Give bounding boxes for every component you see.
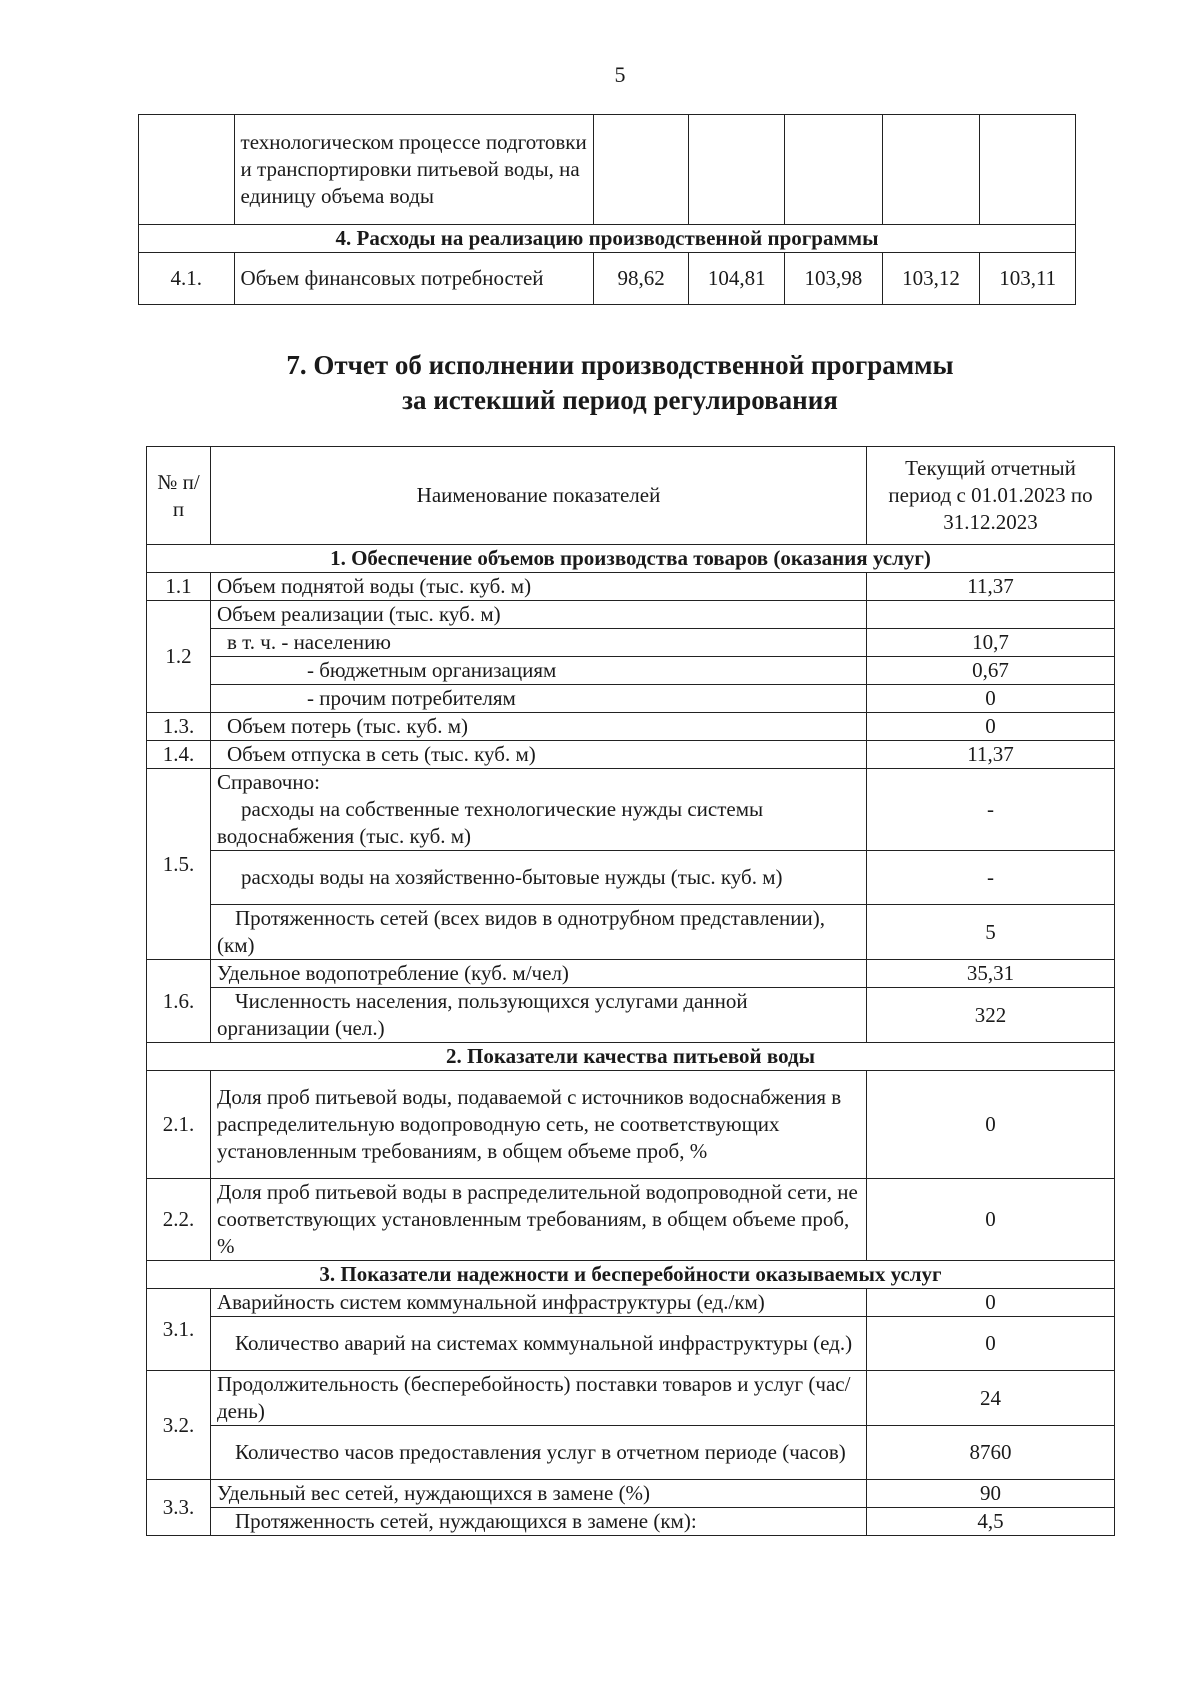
indicator-value: 90: [867, 1480, 1115, 1508]
indicator-value: 8760: [867, 1426, 1115, 1480]
indicator-value: 0: [867, 1289, 1115, 1317]
row-number: 1.4.: [147, 741, 211, 769]
row-number: 1.3.: [147, 713, 211, 741]
table-row: [147, 851, 1115, 905]
row-number: 3.1.: [147, 1289, 211, 1371]
table-row: [147, 960, 1115, 988]
table-row: [147, 1508, 1115, 1536]
table-row: [147, 1480, 1115, 1508]
row-number: 2.2.: [147, 1179, 211, 1261]
table-row: [147, 1071, 1115, 1179]
indicator-value: 35,31: [867, 960, 1115, 988]
table-row: [147, 905, 1115, 960]
header-row: [147, 447, 1115, 545]
row-number: 4.1.: [139, 253, 235, 305]
row-number: 1.1: [147, 573, 211, 601]
table-row: [147, 629, 1115, 657]
value-cell: [980, 115, 1076, 225]
indicator-name: в т. ч. - населению: [211, 629, 867, 657]
indicator-value: 10,7: [867, 629, 1115, 657]
indicator-value: 4,5: [867, 1508, 1115, 1536]
indicator-name: Объем реализации (тыс. куб. м): [211, 601, 867, 629]
row-number: 2.1.: [147, 1071, 211, 1179]
indicator-value: 0: [867, 685, 1115, 713]
indicator-value: 322: [867, 988, 1115, 1043]
indicator-name: Протяженность сетей (всех видов в однотрубном представлении), (км): [211, 905, 867, 960]
value-cell: 103,12: [882, 253, 980, 305]
table-row: [147, 988, 1115, 1043]
indicator-value: -: [867, 851, 1115, 905]
report-title-line-1: 7. Отчет об исполнении производственной программы: [286, 350, 954, 380]
indicator-name: Доля проб питьевой воды, подаваемой с источников водоснабжения в распределительную водопроводную сеть, не соответствующих установленным требованиям, в общем объеме проб, %: [211, 1071, 867, 1179]
value-cell: 103,98: [784, 253, 882, 305]
section-heading: 3. Показатели надежности и бесперебойности оказываемых услуг: [147, 1261, 1115, 1289]
section-heading: 2. Показатели качества питьевой воды: [147, 1043, 1115, 1071]
production-program-table-continuation: [138, 114, 1076, 305]
table-row: [147, 741, 1115, 769]
column-header-indicator: Наименование показателей: [211, 447, 867, 545]
indicator-value: 5: [867, 905, 1115, 960]
table-row: [147, 1371, 1115, 1426]
indicator-name: Продолжительность (бесперебойность) поставки товаров и услуг (час/день): [211, 1371, 867, 1426]
table-row: [147, 713, 1115, 741]
indicator-name: расходы воды на хозяйственно-бытовые нужды (тыс. куб. м): [211, 851, 867, 905]
indicator-name: Удельное водопотребление (куб. м/чел): [211, 960, 867, 988]
indicator-name: Доля проб питьевой воды в распределительной водопроводной сети, не соответствующих установленным требованиям, в общем объеме проб, %: [211, 1179, 867, 1261]
indicator-name: - прочим потребителям: [211, 685, 867, 713]
indicator-value: -: [867, 769, 1115, 851]
indicator-name: Удельный вес сетей, нуждающихся в замене (%): [211, 1480, 867, 1508]
indicator-value: 0: [867, 713, 1115, 741]
indicator-name: Аварийность систем коммунальной инфраструктуры (ед./км): [211, 1289, 867, 1317]
section-row: [147, 545, 1115, 573]
table-row: [147, 685, 1115, 713]
indicator-name: Численность населения, пользующихся услугами данной организации (чел.): [211, 988, 867, 1043]
indicator-name: Количество аварий на системах коммунальной инфраструктуры (ед.): [211, 1317, 867, 1371]
indicator-name: Объем поднятой воды (тыс. куб. м): [211, 573, 867, 601]
table-row: [147, 1289, 1115, 1317]
row-number: 3.3.: [147, 1480, 211, 1536]
table-row: [147, 1317, 1115, 1371]
value-cell: [882, 115, 980, 225]
section-heading: 4. Расходы на реализацию производственной программы: [139, 225, 1076, 253]
table-row: [147, 1179, 1115, 1261]
section-row: [147, 1043, 1115, 1071]
indicator-name: Объем потерь (тыс. куб. м): [211, 713, 867, 741]
row-number-cell: [139, 115, 235, 225]
indicator-value: 0: [867, 1317, 1115, 1371]
report-title-line-2: за истекший период регулирования: [402, 385, 838, 415]
table-row: [147, 1426, 1115, 1480]
section-row: [139, 225, 1076, 253]
table-row: [139, 115, 1076, 225]
indicator-name: - бюджетным организациям: [211, 657, 867, 685]
indicator-value: 0: [867, 1179, 1115, 1261]
value-cell: 103,11: [980, 253, 1076, 305]
table-row: [147, 573, 1115, 601]
value-cell: [784, 115, 882, 225]
column-header-number: № п/п: [147, 447, 211, 545]
indicator-name-cell: технологическом процессе подготовки и транспортировки питьевой воды, на единицу объема воды: [234, 115, 593, 225]
indicator-value: 11,37: [867, 741, 1115, 769]
indicator-name: Объем отпуска в сеть (тыс. куб. м): [211, 741, 867, 769]
table-row: [147, 601, 1115, 629]
table-row: [139, 253, 1076, 305]
value-cell: [593, 115, 689, 225]
reference-label: Справочно:: [217, 770, 320, 794]
row-number: 1.6.: [147, 960, 211, 1043]
table-row: [147, 769, 1115, 851]
indicator-name: Протяженность сетей, нуждающихся в замене (км):: [211, 1508, 867, 1536]
own-needs-label: расходы на собственные технологические нужды системы водоснабжения (тыс. куб. м): [217, 797, 764, 848]
value-cell: 104,81: [689, 253, 785, 305]
indicator-value: 11,37: [867, 573, 1115, 601]
value-cell: 98,62: [593, 253, 689, 305]
indicator-value: [867, 601, 1115, 629]
row-number: 3.2.: [147, 1371, 211, 1480]
indicator-value: 24: [867, 1371, 1115, 1426]
row-number: 1.2: [147, 601, 211, 713]
section-row: [147, 1261, 1115, 1289]
value-cell: [689, 115, 785, 225]
indicator-value: 0: [867, 1071, 1115, 1179]
indicator-name: Объем финансовых потребностей: [234, 253, 593, 305]
column-header-period: Текущий отчетный период с 01.01.2023 по 31.12.2023: [867, 447, 1115, 545]
table-row: [147, 657, 1115, 685]
indicator-value: 0,67: [867, 657, 1115, 685]
row-number: 1.5.: [147, 769, 211, 960]
indicator-name: [211, 769, 867, 851]
program-execution-report-table: [146, 446, 1115, 1536]
page-number: 5: [614, 62, 626, 87]
indicator-name: Количество часов предоставления услуг в отчетном периоде (часов): [211, 1426, 867, 1480]
section-heading: 1. Обеспечение объемов производства товаров (оказания услуг): [147, 545, 1115, 573]
